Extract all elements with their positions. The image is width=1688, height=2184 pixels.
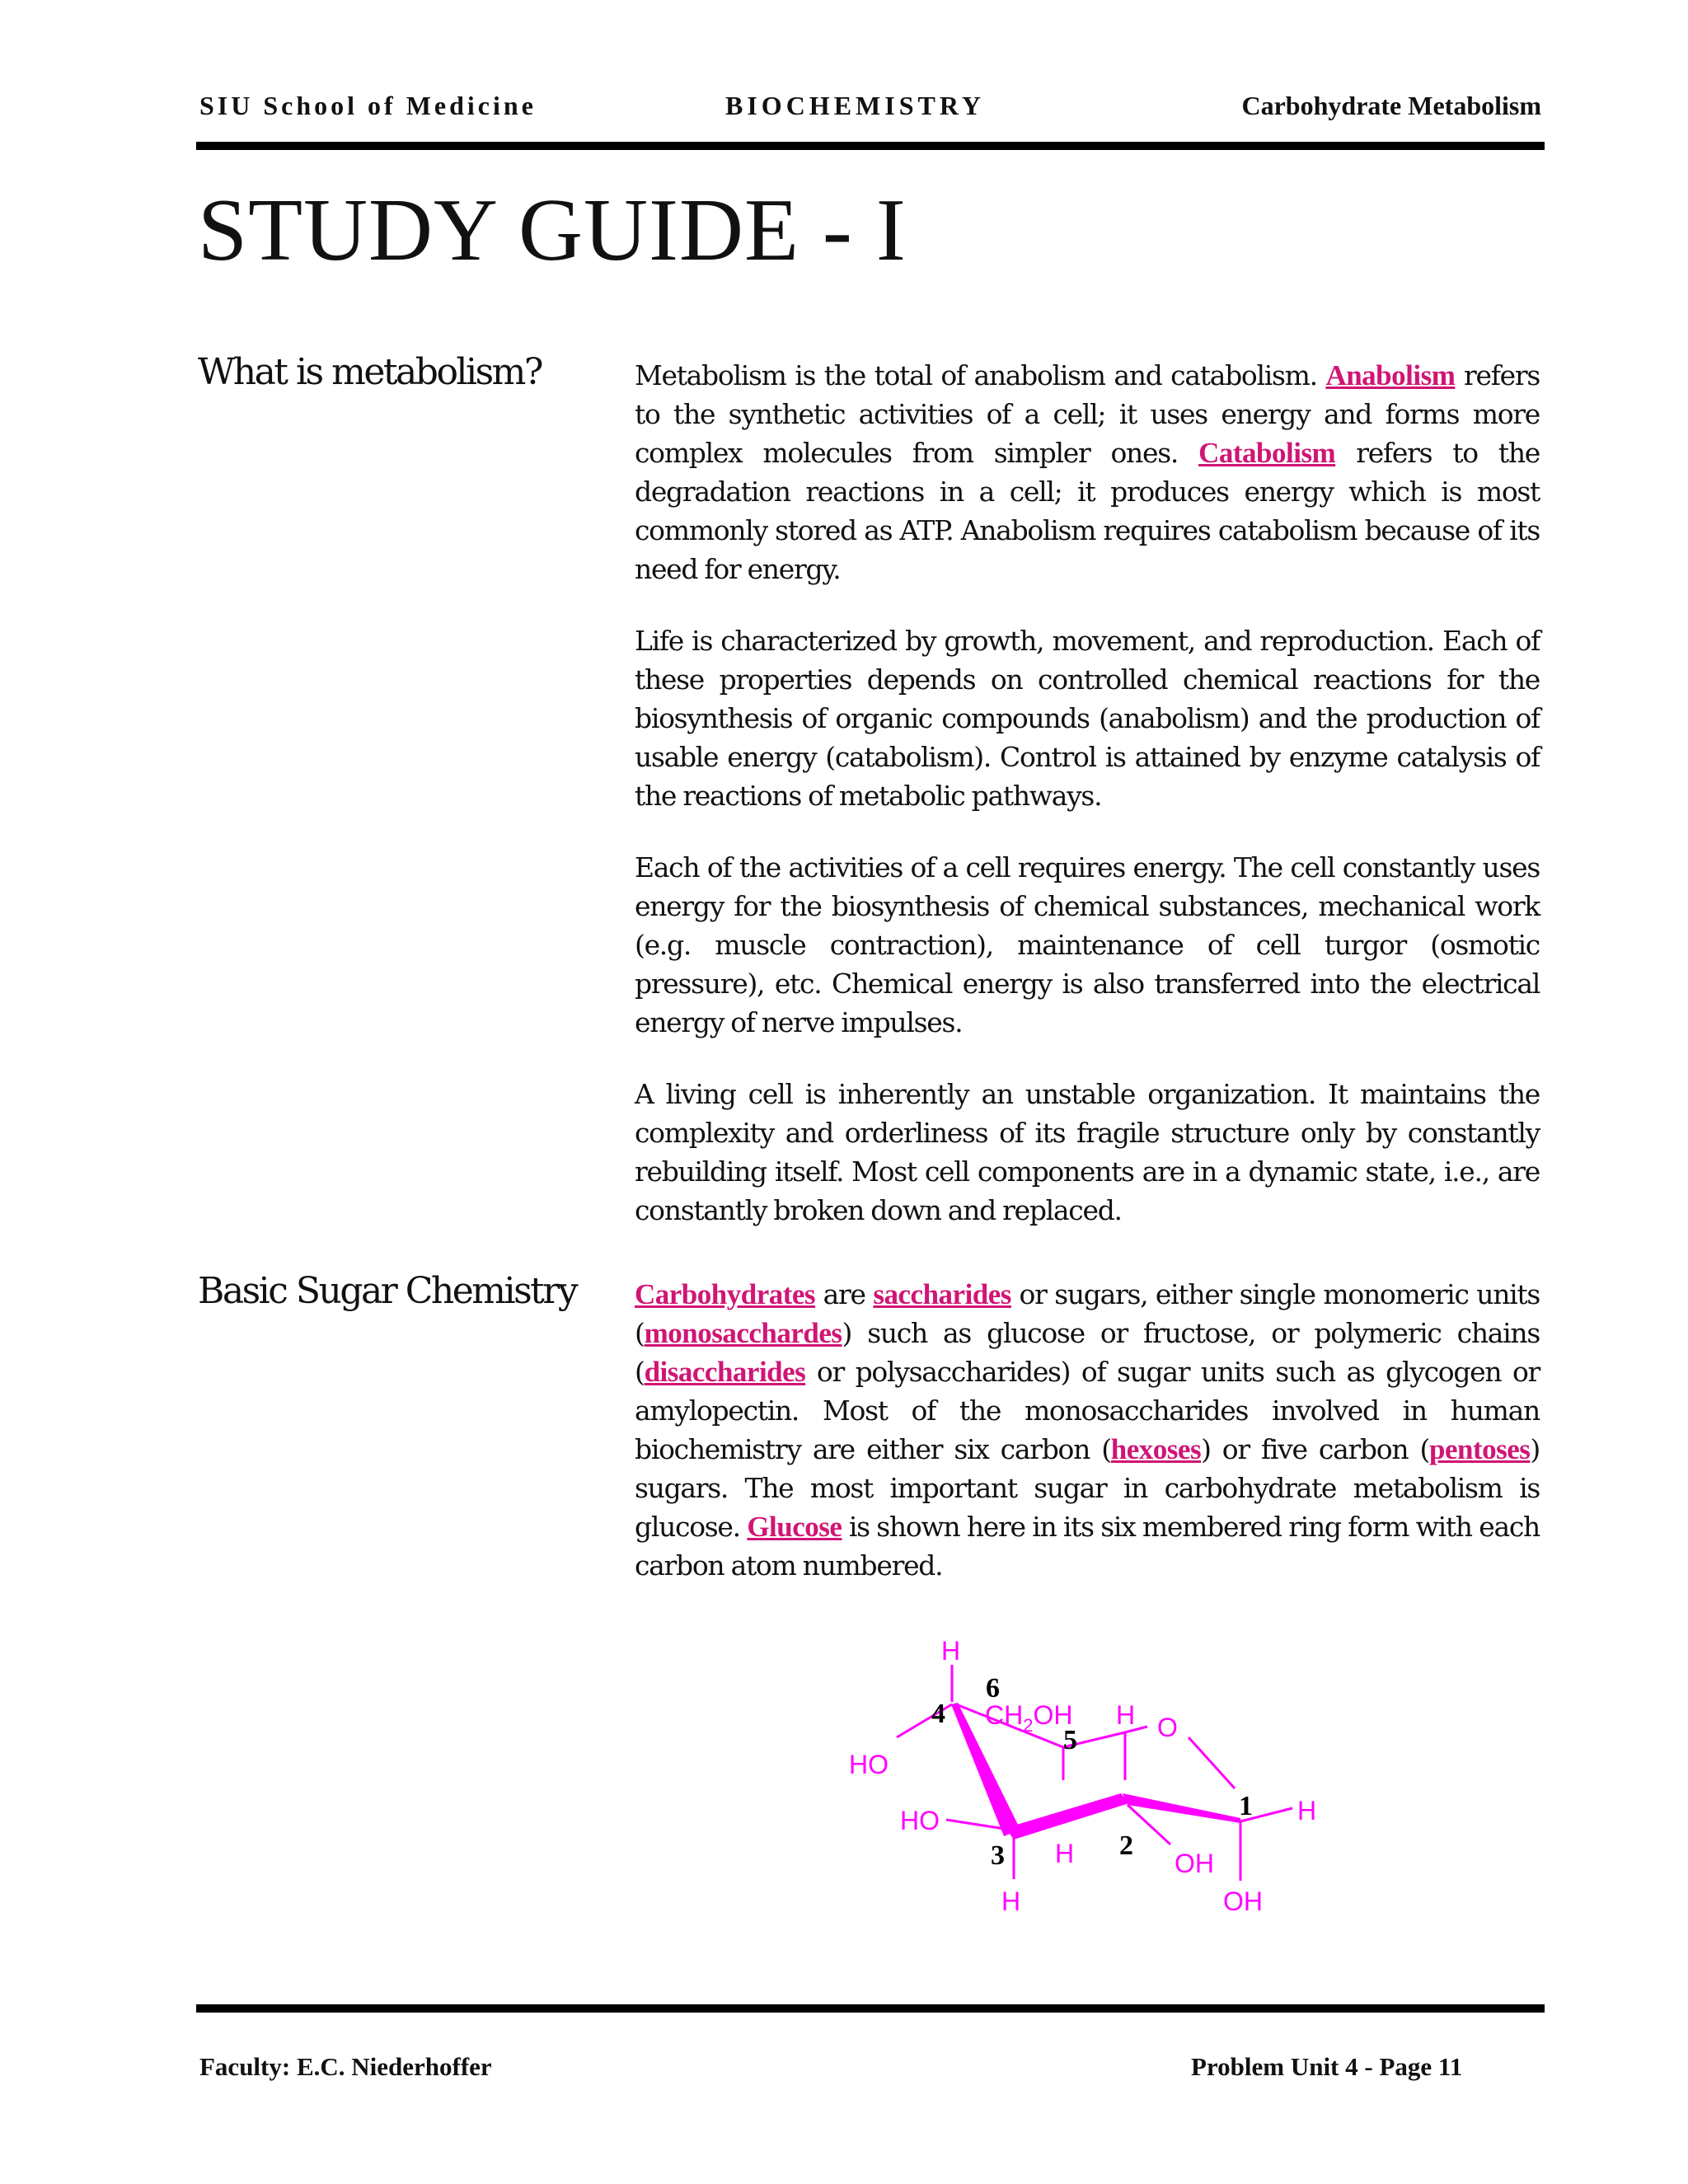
term-disaccharides[interactable]: disaccharides bbox=[644, 1356, 806, 1388]
page-header bbox=[198, 91, 1541, 124]
term-catabolism[interactable]: Catabolism bbox=[1198, 437, 1336, 469]
metabolism-paragraph-3: Each of the activities of a cell requires energy. The cell constantly uses energy for the biosynthesis of chemical substances, mechanical work (e.g. muscle contraction), maintenance of cell turgor (osmotic pressure), etc. Chemical energy is also transferred into the electrical energy of nerve impulses. bbox=[635, 851, 1540, 1038]
text-run: are bbox=[815, 1278, 874, 1310]
metabolism-text bbox=[635, 356, 1540, 1263]
atom-ho-c4: HO bbox=[849, 1750, 889, 1779]
text-run: ) sugars. The most important sugar in carbohydrate metabolism is glucose. bbox=[635, 1433, 1540, 1543]
atom-ho-c3: HO bbox=[900, 1806, 940, 1835]
wedge-c2-c1 bbox=[1123, 1793, 1240, 1823]
sugar-text bbox=[635, 1275, 1540, 1618]
atom-oh-text: OH bbox=[1033, 1700, 1073, 1730]
text-run: refers to the degradation reactions in a cell; it produces energy which is most commonly stored as ATP. Anabolism requires catabolism because of its need for energy. bbox=[635, 437, 1540, 585]
carbon-number-5: 5 bbox=[1063, 1725, 1077, 1755]
atom-oh-c1: OH bbox=[1223, 1886, 1263, 1916]
atom-h-c3: H bbox=[1001, 1886, 1021, 1916]
term-carbohydrates[interactable]: Carbohydrates bbox=[635, 1278, 816, 1310]
term-hexoses[interactable]: hexoses bbox=[1110, 1433, 1202, 1465]
text-run: ) or five carbon ( bbox=[1201, 1433, 1430, 1465]
bond-ring-o-right bbox=[1189, 1737, 1235, 1788]
text-run: or polysaccharides) of sugar units such as glycogen or amylopectin. Most of the monosaccharides involved in human biochemistry are either six carbon ( bbox=[635, 1356, 1540, 1465]
section-heading-sugar: Basic Sugar Chemistry bbox=[198, 1270, 577, 1312]
metabolism-paragraph-4: A living cell is inherently an unstable organization. It maintains the complexity and orderliness of its fragile structure only by constantly rebuilding itself. Most cell components are in a dynamic state, i.e., are constantly broken down and replaced. bbox=[635, 1078, 1540, 1226]
header-rule bbox=[196, 142, 1545, 150]
bond-c2-oh bbox=[1128, 1805, 1170, 1844]
text-run: Metabolism is the total of anabolism and catabolism. bbox=[635, 359, 1326, 391]
atom-ring-oxygen: O bbox=[1157, 1713, 1178, 1742]
atom-h-c5: H bbox=[1116, 1700, 1136, 1730]
term-anabolism[interactable]: Anabolism bbox=[1325, 359, 1456, 391]
term-monosaccharides[interactable]: monosacchardes bbox=[644, 1317, 842, 1349]
page-title: STUDY GUIDE - I bbox=[198, 181, 907, 279]
footer-faculty: Faculty: E.C. Niederhoffer bbox=[199, 2052, 492, 2081]
atom-ch2oh bbox=[985, 1700, 1072, 1736]
header-school: SIU School of Medicine bbox=[199, 91, 537, 120]
metabolism-paragraph-2: Life is characterized by growth, movement, and reproduction. Each of these properties depends on controlled chemical reactions for the biosynthesis of organic compounds (anabolism) and the production of usable energy (catabolism). Control is attained by enzyme catalysis of the reactions of metabolic pathways. bbox=[635, 625, 1540, 812]
atom-h-top: H bbox=[941, 1636, 961, 1666]
carbon-number-3: 3 bbox=[991, 1840, 1005, 1871]
header-subject: BIOCHEMISTRY bbox=[725, 91, 985, 120]
carbon-number-6: 6 bbox=[986, 1673, 1000, 1704]
atom-h-c1: H bbox=[1297, 1796, 1317, 1825]
carbon-number-1: 1 bbox=[1239, 1791, 1253, 1821]
carbon-number-2: 2 bbox=[1119, 1830, 1133, 1861]
glucose-ring-diagram bbox=[824, 1632, 1368, 1961]
term-glucose[interactable]: Glucose bbox=[747, 1511, 842, 1543]
wedge-c3-c2 bbox=[1006, 1793, 1129, 1840]
metabolism-paragraph-1 bbox=[635, 356, 1540, 588]
term-saccharides[interactable]: saccharides bbox=[873, 1278, 1011, 1310]
carbon-number-4: 4 bbox=[931, 1699, 945, 1729]
text-run: or sugars, either single monomeric units ( bbox=[635, 1278, 1540, 1349]
text-run: refers to the synthetic activities of a cell; it uses energy and forms more complex molecules from simpler ones. bbox=[635, 359, 1540, 469]
atom-oh-c2: OH bbox=[1175, 1849, 1214, 1878]
header-topic: Carbohydrate Metabolism bbox=[1241, 91, 1541, 120]
footer-page-number: Problem Unit 4 - Page 11 bbox=[1191, 2052, 1463, 2081]
atom-h-c2: H bbox=[1055, 1839, 1075, 1868]
term-pentoses[interactable]: pentoses bbox=[1429, 1433, 1531, 1465]
atom-subscript: 2 bbox=[1023, 1715, 1034, 1736]
section-heading-metabolism: What is metabolism? bbox=[198, 351, 542, 393]
sugar-paragraph bbox=[635, 1275, 1540, 1585]
text-run: ) such as glucose or fructose, or polymeric chains ( bbox=[635, 1317, 1540, 1388]
footer-rule bbox=[196, 2004, 1545, 2013]
bonds bbox=[897, 1665, 1292, 1881]
atom-labels bbox=[849, 1636, 1316, 1916]
atom-ch-text: CH bbox=[985, 1700, 1024, 1730]
text-run: is shown here in its six membered ring form with each carbon atom numbered. bbox=[635, 1511, 1540, 1582]
